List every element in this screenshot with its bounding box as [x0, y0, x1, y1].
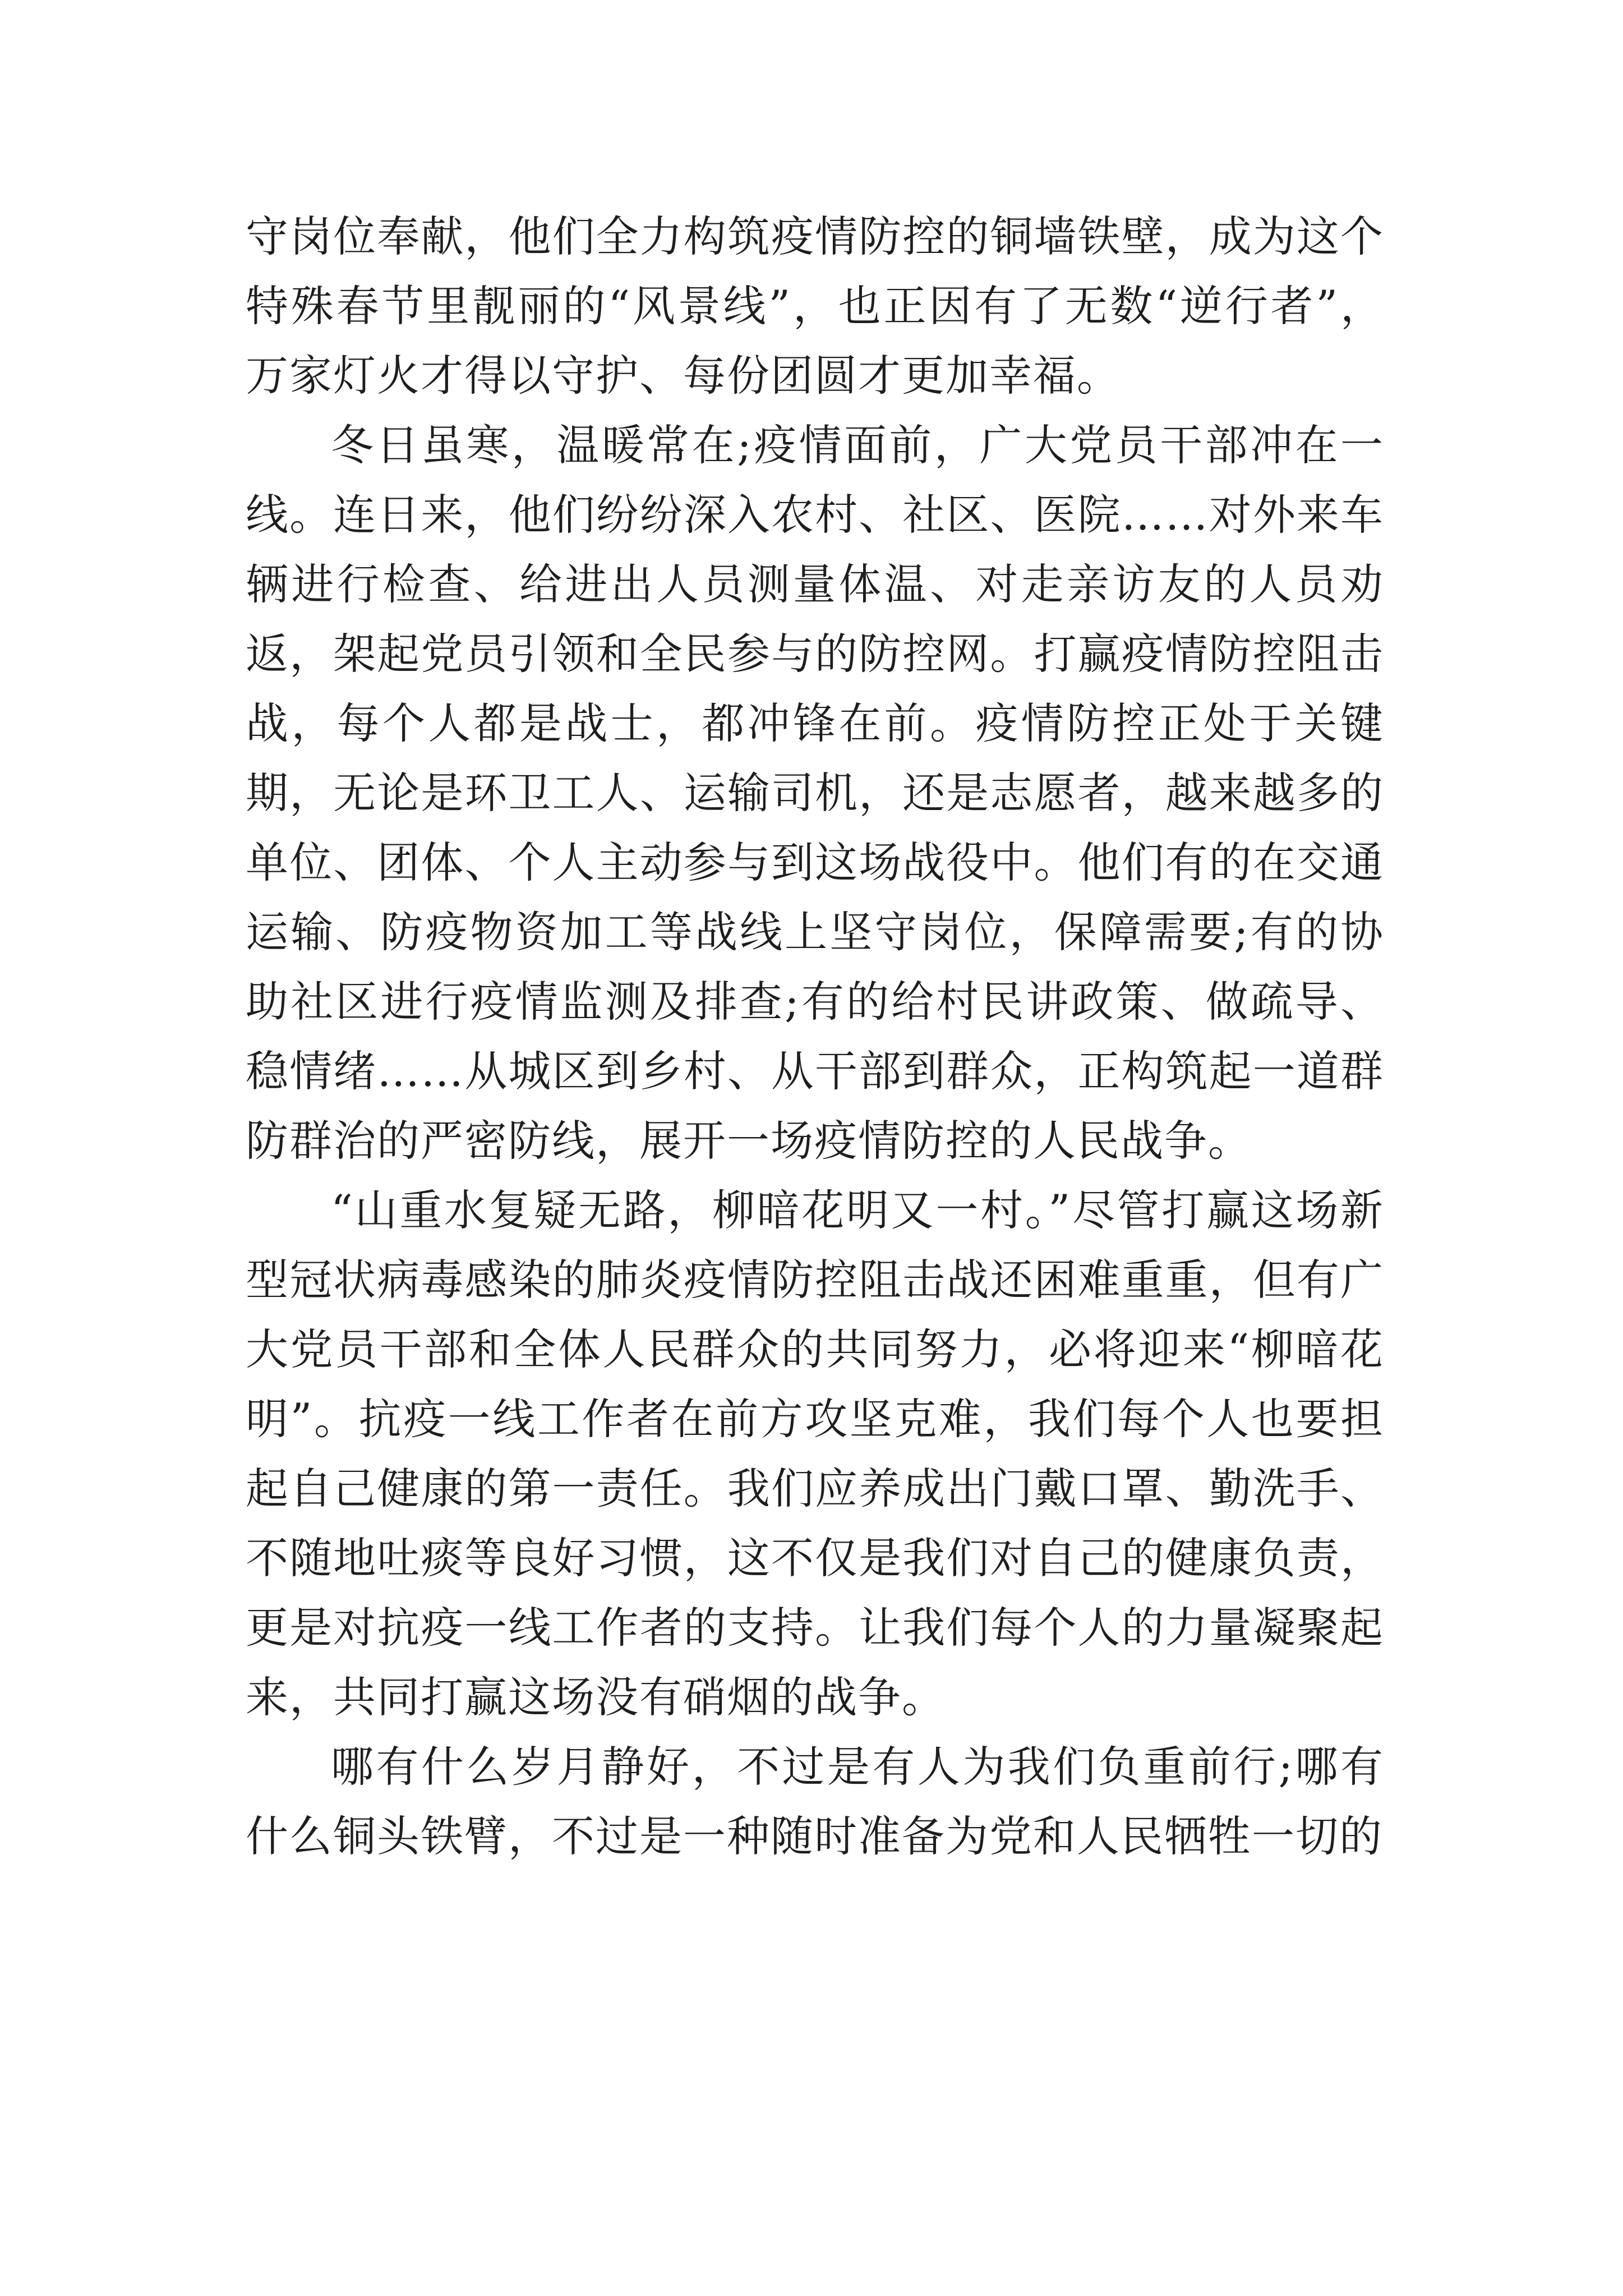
- paragraph-poem-quote: “山重水复疑无路，柳暗花明又一村。”尽管打赢这场新型冠状病毒感染的肺炎疫情防控阻击战还困难重重，但有广大党员干部和全体人民群众的共同努力，必将迎来“柳暗花明”。抗疫一线工作者在前方攻坚克难，我们每个人也要担起自己健康的第一责任。我们应养成出门戴口罩、勤洗手、不随地吐痰等良好习惯，这不仅是我们对自己的健康负责，更是对抗疫一线工作者的支持。让我们每个人的力量凝聚起来，共同打赢这场没有硝烟的战争。: [246, 1185, 1384, 1722]
- paragraph-frontline-party-members: 冬日虽寒，温暖常在;疫情面前，广大党员干部冲在一线。连日来，他们纷纷深入农村、社区、医院……对外来车辆进行检查、给进出人员测量体温、对走亲访友的人员劝返，架起党员引领和全民参与的防控网。打赢疫情防控阻击战，每个人都是战士，都冲锋在前。疫情防控正处于关键期，无论是环卫工人、运输司机，还是志愿者，越来越多的单位、团体、个人主动参与到这场战役中。他们有的在交通运输、防疫物资加工等战线上坚守岗位，保障需要;有的协助社区进行疫情监测及排查;有的给村民讲政策、做疏导、稳情绪……从城区到乡村、从干部到群众，正构筑起一道群防群治的严密防线，展开一场疫情防控的人民战争。: [246, 420, 1384, 1166]
- paragraph-continued: 守岗位奉献，他们全力构筑疫情防控的铜墙铁壁，成为这个特殊春节里靓丽的“风景线”，也正因有了无数“逆行者”，万家灯火才得以守护、每份团圆才更加幸福。: [246, 211, 1384, 401]
- article-body: [246, 202, 1384, 1871]
- paragraph-closing: 哪有什么岁月静好，不过是有人为我们负重前行;哪有什么铜头铁臂，不过是一种随时准备为党和人民牺牲一切的: [246, 1742, 1384, 1861]
